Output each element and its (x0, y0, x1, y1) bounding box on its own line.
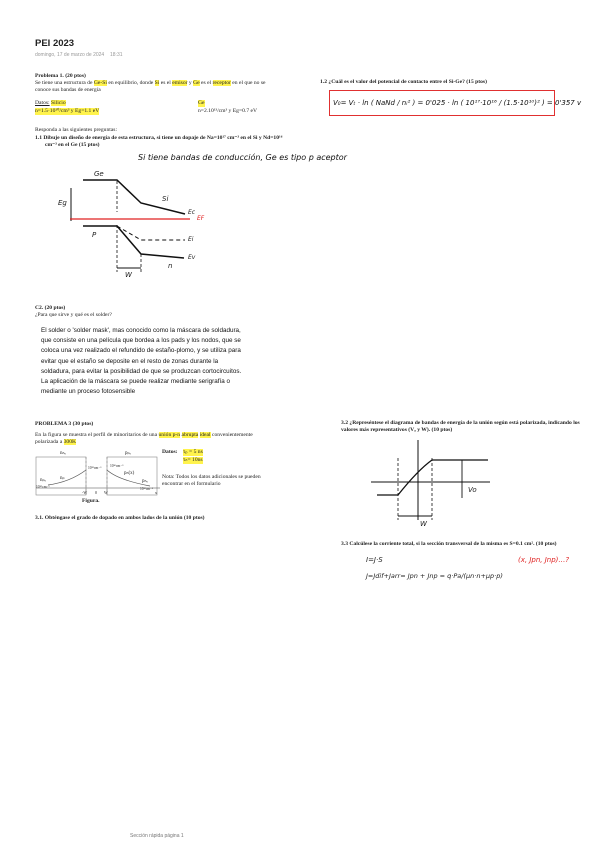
c2-question: ¿Para que sirve y qué es el solder? (35, 312, 112, 318)
band-label-ef: EF (197, 215, 205, 222)
problem3-datos-label: Datos: (162, 449, 178, 455)
handwritten-i2: J=Jdif+Jarr= Jpn + Jnp = q·Pa/(μn·n+μp·p) (366, 572, 503, 580)
figure-caption: Figura. (82, 498, 100, 504)
formula-text: V₀= Vₜ · ln ( NaNd / nᵢ² ) = 0'025 · ln ( 10¹⁷·10¹⁶ / (1.5·10¹⁰)² ) = 0'357 v (333, 99, 582, 107)
answer-line: La aplicación de la máscara se puede realizar mediante serigrafía o (41, 378, 231, 386)
fig-label-c4: 10¹⁶cm⁻³ (110, 464, 124, 468)
page-title: PEI 2023 (35, 38, 75, 49)
intro-text: en equilibrio, donde (108, 80, 154, 86)
answer-line: coloca una vez realizado el refundido de estaño-plomo, y se utiliza para (41, 347, 241, 355)
intro-text: en el que no se (232, 80, 266, 86)
question-1-2: 1.2 ¿Cuál es el valor del potencial de contacto entre el Si-Ge? (15 ptos) (320, 79, 487, 85)
band-ei-line (117, 226, 185, 240)
fig-label-c1: 10¹⁵cm⁻³ (88, 466, 102, 470)
formula-box (329, 90, 582, 116)
fig-label-np0: nₚₒ (40, 478, 47, 483)
answer-line: que consiste en una película que bordea a los pads y los nodos, que se (41, 337, 241, 345)
highlight-text: 300K (63, 439, 77, 445)
fig-label-nno: nₙₒ (60, 451, 66, 456)
answer-line: evitar que el estaño se deposite en el resto de zonas durante la (41, 357, 219, 365)
band-label-ec: Ec (188, 209, 196, 216)
band-label-p: P (92, 231, 97, 239)
question-1-1-line1: 1.1 Dibuje un diseño de energía de esta estructura, si tiene un dopaje de Na=10¹⁷ cm⁻³ en el Si y Nd=10¹⁶ (35, 135, 283, 141)
fig-label-x4: x (155, 490, 157, 495)
band-label-si: Si (162, 195, 169, 203)
page-date: domingo, 17 de marzo de 2024 (35, 52, 105, 58)
fig-label-x3: W (104, 490, 108, 495)
band-label-ei: Ei (188, 236, 194, 243)
datos-ge-values: n=2.10¹³/cm³ y Eg=0.7 eV (198, 108, 258, 114)
problem3-datos-2: τₙ= 10ns (183, 457, 203, 463)
highlight-text: Ge-Si (93, 80, 107, 86)
band-label-eg: Eg (58, 199, 67, 207)
intro-text: En la figura se muestra el perfil de minoritarios de una (35, 432, 158, 438)
question-3-3: 3.3 Calcúlese la corriente total, si la sección transversal de la misma es S=0.1 cm². (10 ptos) (341, 541, 557, 547)
problem3-title: PROBLEMA 3 (30 ptos) (35, 421, 94, 427)
problem1-block (35, 73, 305, 94)
sketch-label-vo: Vo (468, 486, 477, 494)
datos-label (35, 100, 66, 107)
page-footer: Sección rápida página 1 (130, 833, 184, 839)
answer-line: mediante un proceso fotosensible (41, 388, 136, 396)
figure-np-curve (48, 470, 86, 485)
highlight-text: unión p-n (158, 432, 181, 438)
intro-text: polarizada a (35, 439, 63, 445)
problem3-intro-line2 (35, 439, 300, 446)
intro-text: convenientemente (211, 432, 253, 438)
band-label-ge: Ge (94, 170, 104, 178)
datos-ge: Ge (198, 100, 205, 106)
respond-text: Responda a las siguientes preguntas: (35, 127, 118, 133)
fig-label-x1: -W (82, 490, 88, 495)
c2-title: C2. (20 ptos) (35, 305, 66, 311)
handwritten-red: (x, Jpn, Jnp)…? (518, 556, 570, 564)
fig-label-x2: 0 (95, 490, 97, 495)
intro-text: y (188, 80, 192, 86)
question-1-1 (35, 135, 305, 149)
datos-si-values: n=1.5·10¹⁰/cm³ y Eg=1.1 eV (35, 108, 100, 114)
problem3-intro (35, 432, 300, 446)
highlight-text: Ge (193, 80, 200, 86)
problem3-nota: Nota: Todos los datos adicionales se pueden encontrar en el formulario (162, 474, 261, 487)
c2-answer (41, 326, 291, 397)
answer-line: soldadura, para evitar la posibilidad de que se produzcan cortocircuitos. (41, 367, 242, 375)
highlight-text: abrupta (181, 432, 199, 438)
highlight-text: receptor (212, 80, 231, 86)
highlight-text: ideal (199, 432, 211, 438)
band-label-n: n (168, 262, 173, 270)
fig-label-pno: pₙₒ (142, 479, 148, 484)
band-label-ev: Ev (188, 254, 196, 261)
handwritten-note: Si tiene bandas de conducción, Ge es tipo p aceptor (138, 153, 347, 162)
fig-label-c3: 10¹²cm⁻³ (140, 487, 154, 491)
band-ec-line (83, 180, 185, 214)
intro-text: Se tiene una estructura de (35, 80, 93, 86)
intro-text: es el (160, 80, 171, 86)
problem1-intro-line2: conoce sus bandas de energía (35, 87, 101, 93)
fig-label-c2: 10¹⁰cm⁻³ (36, 485, 50, 489)
sketch-label-w: W (420, 520, 427, 528)
question-1-1-line2: cm⁻³ en el Ge (15 ptos) (45, 142, 100, 148)
fig-label-np: nₚ (60, 476, 65, 481)
datos-silicio: Silicio (51, 100, 66, 106)
fig-label-ppo: pₚₒ (125, 451, 132, 456)
datos-label-text: Datos: (35, 100, 50, 106)
problem1-intro (35, 80, 305, 87)
answer-line: El solder o 'solder mask', mas conocido como la máscara de soldadura, (41, 327, 241, 334)
fig-label-pn: pₙ(x) (124, 471, 135, 476)
highlight-text: Si (154, 80, 160, 86)
problem1-title: Problema 1. (20 ptos) (35, 73, 86, 79)
band-ev-line (83, 226, 184, 258)
question-3-2: 3.2 ¿Represéntese el diagrama de bandas de energía de la unión según está polarizada, indicando los valores más representativos (Vₐ y W). (10 ptos) (341, 420, 580, 433)
question-3-1: 3.1. Obténgase el grado de dopado en ambos lados de la unión (10 ptos) (35, 515, 205, 521)
intro-text: es el (201, 80, 212, 86)
problem3-datos-1: τₚ = 5 ns (183, 449, 203, 455)
page-time: 18:31 (110, 52, 123, 58)
band-label-w: W (125, 271, 132, 279)
highlight-text: emisor (172, 80, 188, 86)
handwritten-i1: I=J·S (366, 556, 383, 564)
